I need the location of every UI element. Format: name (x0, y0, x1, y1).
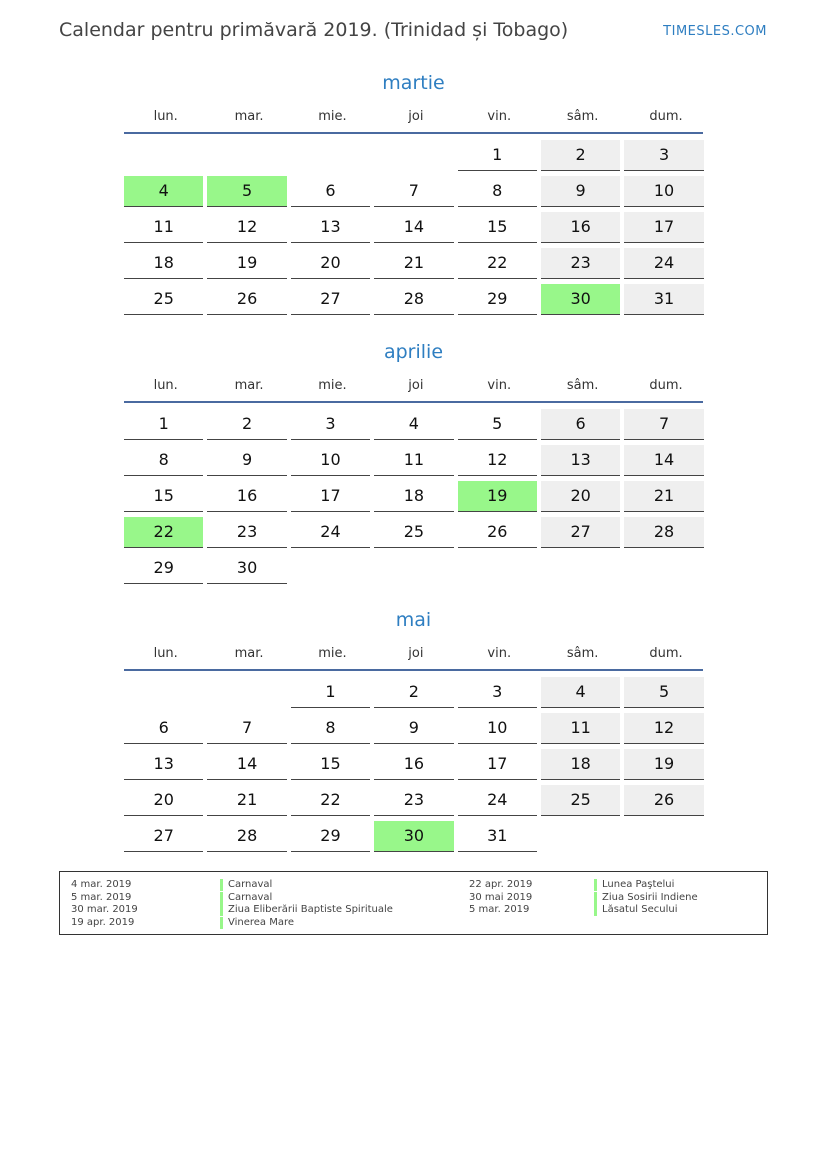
holiday-day[interactable]: 19 (458, 481, 537, 512)
day-cell (291, 480, 374, 516)
day-cell (458, 480, 541, 516)
day-cell (624, 480, 707, 516)
calendar-day[interactable]: 2 (374, 677, 453, 708)
calendar-day[interactable]: 29 (291, 821, 370, 852)
calendar-day[interactable]: 16 (541, 212, 620, 243)
day-cell (374, 552, 457, 588)
calendar-day[interactable]: 3 (458, 677, 537, 708)
day-cell (541, 408, 624, 444)
day-cell (541, 820, 624, 856)
calendar-day[interactable]: 8 (291, 713, 370, 744)
day-cell (124, 712, 207, 748)
calendar-day[interactable]: 22 (458, 248, 537, 279)
calendar-day[interactable]: 4 (541, 677, 620, 708)
day-cell (458, 408, 541, 444)
day-cell (124, 139, 207, 175)
legend-date: 4 mar. 2019 (71, 879, 132, 890)
day-cell (124, 820, 207, 856)
day-cell (458, 820, 541, 856)
day-cell (374, 283, 457, 319)
calendar-day[interactable]: 10 (291, 445, 370, 476)
calendar-day[interactable]: 14 (207, 749, 286, 780)
legend-date: 22 apr. 2019 (469, 879, 533, 890)
day-cell (207, 676, 290, 712)
day-cell (291, 247, 374, 283)
calendar-day[interactable]: 27 (541, 517, 620, 548)
calendar-day[interactable]: 20 (541, 481, 620, 512)
day-cell (458, 175, 541, 211)
day-cell (624, 676, 707, 712)
day-cell (124, 748, 207, 784)
weekday-label: mie. (318, 109, 347, 124)
calendar-day[interactable]: 27 (291, 284, 370, 315)
calendar-day[interactable]: 24 (624, 248, 703, 279)
holiday-day[interactable]: 30 (374, 821, 453, 852)
day-cell (458, 748, 541, 784)
day-cell (291, 784, 374, 820)
day-cell (207, 211, 290, 247)
day-cell (541, 139, 624, 175)
day-cell (207, 480, 290, 516)
day-cell (207, 516, 290, 552)
day-cell (624, 211, 707, 247)
legend-date: 30 mar. 2019 (71, 904, 138, 915)
day-cell (207, 712, 290, 748)
day-cell (374, 820, 457, 856)
day-cell (291, 748, 374, 784)
day-cell (291, 712, 374, 748)
month-martie (124, 69, 703, 319)
calendar-day[interactable]: 10 (458, 713, 537, 744)
calendar-day[interactable]: 2 (541, 140, 620, 171)
calendar-day[interactable]: 25 (124, 284, 203, 315)
holiday-day[interactable]: 30 (541, 284, 620, 315)
weekday-label: dum. (649, 378, 683, 393)
calendar-day[interactable]: 28 (374, 284, 453, 315)
day-cell (624, 748, 707, 784)
calendar-day[interactable]: 11 (124, 212, 203, 243)
day-cell (541, 247, 624, 283)
calendar-day[interactable]: 31 (458, 821, 537, 852)
calendar-day[interactable]: 17 (458, 749, 537, 780)
day-cell (541, 676, 624, 712)
calendar-day[interactable]: 2 (207, 409, 286, 440)
day-cell (458, 784, 541, 820)
calendar-day[interactable]: 5 (624, 677, 703, 708)
calendar-day[interactable]: 1 (124, 409, 203, 440)
weekday-label: sâm. (566, 646, 599, 661)
day-cell (624, 175, 707, 211)
calendar-day[interactable]: 7 (374, 176, 453, 207)
weekday-label: vin. (487, 378, 512, 393)
weekday-label: lun. (153, 646, 178, 661)
day-cell (624, 408, 707, 444)
calendar-day[interactable]: 9 (541, 176, 620, 207)
week-row (124, 139, 703, 175)
day-cell (291, 820, 374, 856)
calendar-day[interactable]: 31 (624, 284, 703, 315)
day-cell (624, 444, 707, 480)
legend-date: 5 mar. 2019 (71, 891, 132, 903)
weekday-header (124, 634, 703, 671)
weekday-label: sâm. (566, 378, 599, 393)
calendar-day[interactable]: 19 (624, 749, 703, 780)
day-cell (458, 444, 541, 480)
month-title: mai (395, 609, 432, 631)
day-cell (374, 247, 457, 283)
calendar-day[interactable]: 20 (291, 248, 370, 279)
day-cell (207, 748, 290, 784)
week-row (124, 784, 703, 820)
weekday-label: lun. (153, 109, 178, 124)
calendar-day[interactable]: 30 (207, 553, 286, 584)
day-cell (207, 283, 290, 319)
day-cell (124, 247, 207, 283)
calendar-day[interactable]: 16 (374, 749, 453, 780)
weekday-header (124, 97, 703, 134)
day-cell (291, 552, 374, 588)
calendar-day[interactable]: 18 (374, 481, 453, 512)
legend-holiday-name: Ziua Eliberării Baptiste Spirituale (220, 904, 393, 916)
calendar-day[interactable]: 13 (291, 212, 370, 243)
day-cell (291, 516, 374, 552)
calendar-day[interactable]: 25 (374, 517, 453, 548)
calendar-day[interactable]: 29 (124, 553, 203, 584)
day-cell (291, 139, 374, 175)
calendar-day[interactable]: 21 (624, 481, 703, 512)
calendar-day[interactable]: 24 (458, 785, 537, 816)
day-cell (124, 516, 207, 552)
week-row (124, 247, 703, 283)
day-cell (207, 820, 290, 856)
day-cell (541, 712, 624, 748)
calendar-day[interactable]: 28 (207, 821, 286, 852)
day-cell (374, 784, 457, 820)
day-cell (374, 139, 457, 175)
calendar-day[interactable]: 21 (374, 248, 453, 279)
day-cell (458, 712, 541, 748)
weekday-label: dum. (649, 109, 683, 124)
calendar-day[interactable]: 11 (374, 445, 453, 476)
week-row (124, 211, 703, 247)
month-mai (124, 606, 703, 856)
week-row (124, 820, 703, 856)
day-cell (541, 480, 624, 516)
weekday-label: joi (408, 378, 424, 393)
calendar-day[interactable]: 5 (458, 409, 537, 440)
legend-date: 5 mar. 2019 (469, 904, 530, 915)
day-cell (374, 712, 457, 748)
week-row (124, 283, 703, 319)
calendar-day[interactable]: 17 (624, 212, 703, 243)
day-cell (458, 211, 541, 247)
calendar-day[interactable]: 6 (124, 713, 203, 744)
day-cell (541, 444, 624, 480)
calendar-day[interactable]: 10 (624, 176, 703, 207)
legend-holiday-name: Lunea Paştelui (594, 879, 674, 891)
calendar-day[interactable]: 23 (207, 517, 286, 548)
legend-holiday-name: Ziua Sosirii Indiene (594, 892, 698, 904)
calendar-day[interactable]: 1 (291, 677, 370, 708)
weekday-label: joi (408, 646, 424, 661)
day-cell (541, 784, 624, 820)
calendar-day[interactable]: 4 (374, 409, 453, 440)
weekday-label: lun. (153, 378, 178, 393)
month-aprilie (124, 338, 703, 588)
day-cell (374, 516, 457, 552)
day-cell (124, 175, 207, 211)
day-cell (541, 748, 624, 784)
day-cell (458, 676, 541, 712)
holiday-day[interactable]: 4 (124, 176, 203, 207)
day-cell (458, 247, 541, 283)
calendar-day[interactable]: 14 (624, 445, 703, 476)
legend-holiday-name: Carnaval (220, 879, 272, 891)
day-cell (291, 444, 374, 480)
week-row (124, 175, 703, 211)
holiday-legend (59, 871, 768, 935)
weekday-label: mar. (234, 109, 264, 124)
day-cell (374, 175, 457, 211)
calendar-day[interactable]: 15 (291, 749, 370, 780)
day-cell (124, 408, 207, 444)
day-cell (291, 676, 374, 712)
day-cell (374, 676, 457, 712)
day-cell (374, 211, 457, 247)
day-cell (291, 408, 374, 444)
weekday-label: vin. (487, 646, 512, 661)
calendar-day[interactable]: 6 (541, 409, 620, 440)
day-cell (207, 552, 290, 588)
day-cell (207, 139, 290, 175)
calendar-day[interactable]: 14 (374, 212, 453, 243)
calendar-day[interactable]: 16 (207, 481, 286, 512)
day-cell (541, 211, 624, 247)
weekday-label: dum. (649, 646, 683, 661)
weekday-label: joi (408, 109, 424, 124)
day-cell (291, 283, 374, 319)
day-cell (624, 139, 707, 175)
day-cell (207, 408, 290, 444)
day-cell (374, 444, 457, 480)
day-cell (374, 748, 457, 784)
calendar-day[interactable]: 18 (124, 248, 203, 279)
day-cell (541, 516, 624, 552)
calendar-day[interactable]: 3 (624, 140, 703, 171)
day-cell (458, 283, 541, 319)
calendar-day[interactable]: 11 (541, 713, 620, 744)
day-cell (207, 175, 290, 211)
holiday-day[interactable]: 22 (124, 517, 203, 548)
legend-date: 19 apr. 2019 (71, 916, 135, 928)
calendar-day[interactable]: 1 (458, 140, 537, 171)
calendar-day[interactable]: 25 (541, 785, 620, 816)
day-cell (541, 283, 624, 319)
day-cell (624, 712, 707, 748)
weekday-label: mie. (318, 646, 347, 661)
calendar-day[interactable]: 7 (624, 409, 703, 440)
calendar-day[interactable]: 28 (624, 517, 703, 548)
day-cell (124, 784, 207, 820)
calendar-day[interactable]: 13 (541, 445, 620, 476)
day-cell (458, 552, 541, 588)
day-cell (624, 784, 707, 820)
day-cell (624, 247, 707, 283)
week-row (124, 408, 703, 444)
day-cell (624, 283, 707, 319)
calendar-day[interactable]: 8 (458, 176, 537, 207)
legend-date: 30 mai 2019 (469, 891, 533, 903)
calendar-day[interactable]: 17 (291, 481, 370, 512)
calendar-day[interactable]: 18 (541, 749, 620, 780)
calendar-day[interactable]: 21 (207, 785, 286, 816)
weekday-header (124, 366, 703, 403)
page-title: Calendar pentru primăvară 2019. (Trinidad și Tobago) (59, 19, 569, 41)
calendar-day[interactable]: 8 (124, 445, 203, 476)
week-row (124, 748, 703, 784)
calendar-day[interactable]: 9 (207, 445, 286, 476)
day-cell (374, 408, 457, 444)
calendar-day[interactable]: 15 (458, 212, 537, 243)
calendar-day[interactable]: 29 (458, 284, 537, 315)
calendar-day[interactable]: 6 (291, 176, 370, 207)
week-row (124, 552, 703, 588)
legend-holiday-name: Vinerea Mare (220, 917, 294, 929)
calendar-day[interactable]: 9 (374, 713, 453, 744)
weekday-label: mar. (234, 646, 264, 661)
day-cell (124, 676, 207, 712)
weekday-label: vin. (487, 109, 512, 124)
weekday-label: mar. (234, 378, 264, 393)
legend-holiday-name: Carnaval (220, 892, 272, 904)
day-cell (124, 444, 207, 480)
day-cell (374, 480, 457, 516)
week-row (124, 676, 703, 712)
calendar-day[interactable]: 23 (374, 785, 453, 816)
week-row (124, 712, 703, 748)
day-cell (624, 820, 707, 856)
month-title: aprilie (383, 341, 444, 363)
week-row (124, 480, 703, 516)
calendar-day[interactable]: 19 (207, 248, 286, 279)
day-cell (124, 211, 207, 247)
day-cell (207, 444, 290, 480)
calendar-day[interactable]: 13 (124, 749, 203, 780)
calendar-day[interactable]: 12 (458, 445, 537, 476)
calendar-day[interactable]: 15 (124, 481, 203, 512)
brand-logo[interactable]: TIMESLES.COM (663, 24, 767, 39)
week-row (124, 444, 703, 480)
day-cell (624, 552, 707, 588)
day-cell (541, 552, 624, 588)
calendar-day[interactable]: 7 (207, 713, 286, 744)
calendar-day[interactable]: 20 (124, 785, 203, 816)
calendar-day[interactable]: 22 (291, 785, 370, 816)
legend-holiday-name: Lăsatul Secului (594, 904, 677, 916)
week-row (124, 516, 703, 552)
calendar-day[interactable]: 12 (207, 212, 286, 243)
day-cell (291, 175, 374, 211)
calendar-day[interactable]: 23 (541, 248, 620, 279)
weekday-label: mie. (318, 378, 347, 393)
weekday-label: sâm. (566, 109, 599, 124)
calendar-day[interactable]: 26 (624, 785, 703, 816)
calendar-day[interactable]: 26 (458, 517, 537, 548)
day-cell (124, 480, 207, 516)
day-cell (541, 175, 624, 211)
day-cell (124, 552, 207, 588)
month-title: martie (382, 72, 445, 94)
day-cell (291, 211, 374, 247)
calendar-day[interactable]: 12 (624, 713, 703, 744)
calendar-day[interactable]: 3 (291, 409, 370, 440)
calendar-day[interactable]: 26 (207, 284, 286, 315)
holiday-day[interactable]: 5 (207, 176, 286, 207)
day-cell (458, 139, 541, 175)
calendar-day[interactable]: 27 (124, 821, 203, 852)
day-cell (458, 516, 541, 552)
day-cell (124, 283, 207, 319)
day-cell (207, 247, 290, 283)
day-cell (207, 784, 290, 820)
calendar-day[interactable]: 24 (291, 517, 370, 548)
day-cell (624, 516, 707, 552)
